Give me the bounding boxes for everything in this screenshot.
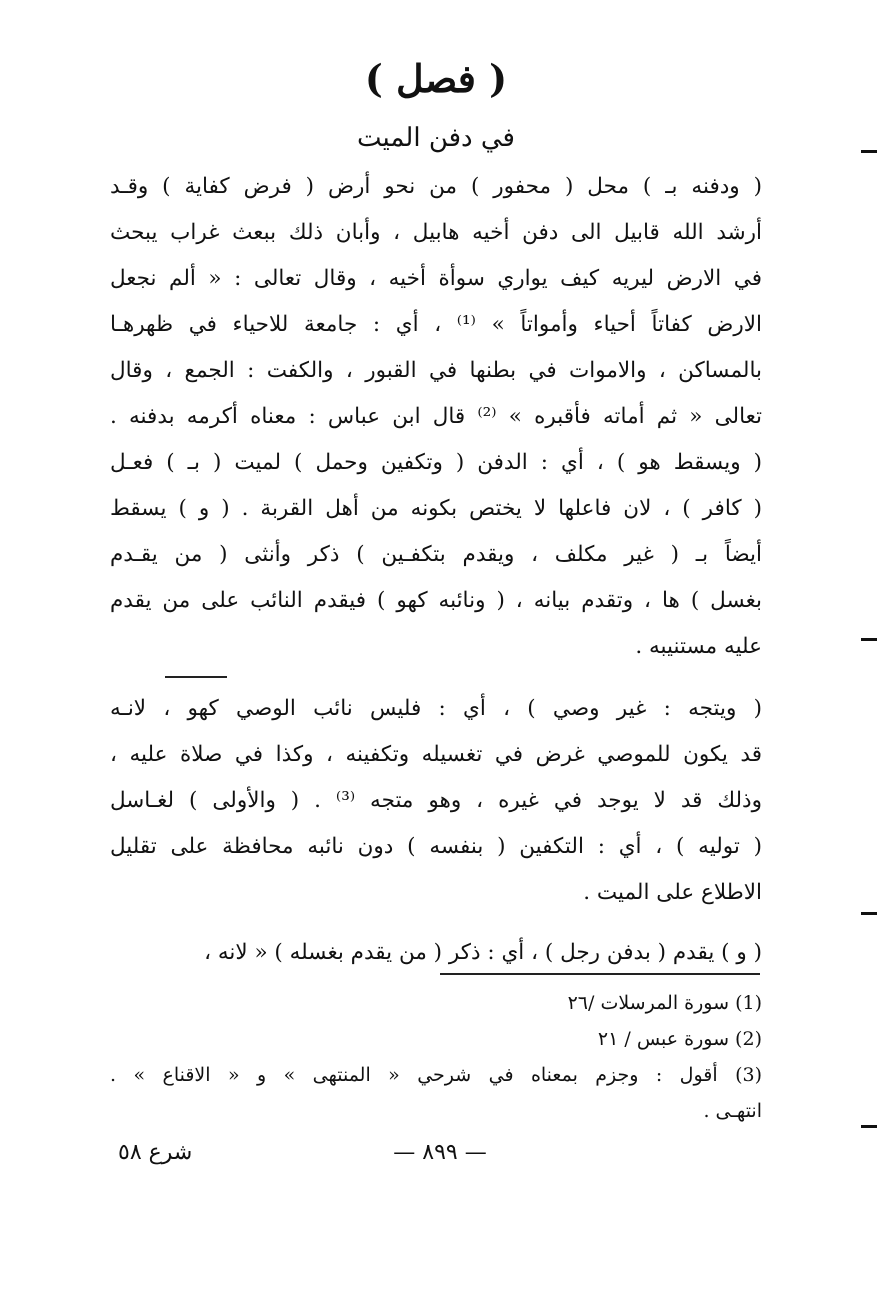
- text-line: في الارض ليريه كيف يواري سوأة أخيه ، وقال تعالى : « ألم نجعل: [110, 266, 762, 291]
- signature-mark: شرع ٥٨: [118, 1140, 193, 1165]
- text-line: الارض كفاتاً أحياء وأمواتاً » ⁽¹⁾ ، أي : جامعة للاحياء في ظهرهـا: [110, 312, 762, 337]
- footnote-2: (2) سورة عبس / ٢١: [597, 1028, 762, 1050]
- text-line: الاطلاع على الميت .: [583, 880, 762, 905]
- paragraph-separator: [165, 676, 227, 678]
- text-line: ( ويتجه : غير وصي ) ، أي : فليس نائب الوصي كهو ، لانـه: [110, 696, 762, 721]
- text-line: ( و ) يقدم ( بدفن رجل ) ، أي : ذكر ( من يقدم بغسله ) « لانه ،: [204, 940, 762, 965]
- text-line: ( توليه ) ، أي : التكفين ( بنفسه ) دون نائبه محافظة على تقليل: [110, 834, 762, 859]
- text-line: ( ويسقط هو ) ، أي : الدفن ( وتكفين وحمل ) لميت ( بـ ) فعـل: [110, 450, 762, 475]
- margin-tick: [861, 638, 877, 641]
- page-number: — ٨٩٩ —: [393, 1140, 487, 1165]
- section-subtitle: في دفن الميت: [357, 123, 515, 153]
- text-line: ( ودفنه بـ ) محل ( محفور ) من نحو أرض ( فرض كفاية ) وقـد: [110, 174, 762, 199]
- margin-tick: [861, 912, 877, 915]
- text-line: أيضاً بـ ( غير مكلف ، ويقدم بتكفـين ) ذكر وأنثى ( من يقـدم: [110, 542, 762, 567]
- footnotes: [110, 985, 762, 1129]
- section-title: ( فصل ): [364, 56, 508, 101]
- footnote-3-continuation: انتهـى .: [703, 1100, 762, 1122]
- footnote-3: (3) أقول : وجزم بمعناه في شرحي « المنتهى » و « الاقناع » .: [110, 1064, 762, 1086]
- text-line: عليه مستنيبه .: [635, 634, 762, 659]
- text-line: أرشد الله قابيل الى دفن أخيه هابيل ، وأبان ذلك ببعث غراب يبحث: [110, 220, 762, 245]
- footnote-rule: [440, 973, 760, 975]
- margin-tick: [861, 1125, 877, 1128]
- paragraph-1: [110, 164, 762, 670]
- text-line: بغسل ) ها ، وتقدم بيانه ، ( ونائبه كهو ) فيقدم النائب على من يقدم: [110, 588, 762, 613]
- footnote-1: (1) سورة المرسلات /٢٦: [567, 992, 762, 1014]
- text-line: ( كافر ) ، لان فاعلها لا يختص بكونه من أهل القربة . ( و ) يسقط: [110, 496, 762, 521]
- paragraph-3: [110, 930, 762, 976]
- text-line: تعالى « ثم أماته فأقبره » ⁽²⁾ قال ابن عباس : معناه أكرمه بدفنه .: [110, 404, 762, 429]
- text-line: وذلك قد لا يوجد في غيره ، وهو متجه ⁽³⁾ . ( والأولى ) لغـاسل: [110, 788, 762, 813]
- page-footer: [110, 1140, 762, 1180]
- paragraph-2: [110, 686, 762, 916]
- page-body: [110, 52, 762, 976]
- text-line: بالمساكن ، والاموات في بطنها في القبور ، والكفت : الجمع ، وقال: [110, 358, 762, 383]
- margin-tick: [861, 150, 877, 153]
- text-line: قد يكون للموصي غرض في تغسيله وتكفينه ، وكذا في صلاة عليه ،: [110, 742, 762, 767]
